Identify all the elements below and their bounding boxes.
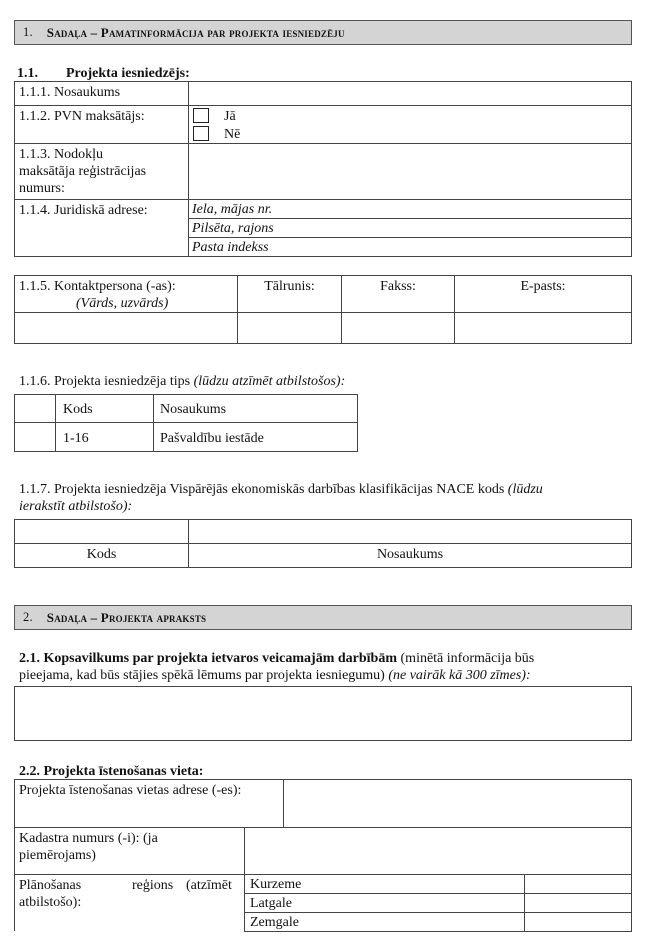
tax-number-field[interactable] [190, 145, 630, 198]
region-kurzeme: Kurzeme [250, 877, 302, 892]
vat-no-label: Nē [224, 127, 241, 142]
section-2-header [14, 605, 632, 630]
section-2-number: 2. [23, 610, 33, 624]
region-kurzeme-checkbox[interactable] [526, 876, 630, 892]
address-street-field[interactable]: Iela, mājas nr. [192, 202, 273, 217]
contact-fax-header: Fakss: [380, 279, 416, 294]
name-label: 1.1.1. Nosaukums [19, 85, 121, 100]
region-zemgale: Zemgale [250, 915, 299, 930]
nace-hint: (lūdzu [507, 482, 543, 497]
address-postal-field[interactable]: Pasta indekss [192, 240, 269, 255]
applicant-type-code: 1-16 [63, 431, 89, 446]
region-label-c: (atzīmēt [186, 878, 232, 893]
applicant-type-name-header: Nosaukums [160, 402, 227, 417]
applicant-type-checkbox-cell[interactable] [16, 424, 54, 450]
section-2-title: Sadaļa – Projekta apraksts [46, 609, 207, 625]
location-heading: 2.2. Projekta īstenošanas vieta: [19, 764, 204, 779]
nace-name-header: Nosaukums [376, 547, 444, 562]
address-city-field[interactable]: Pilsēta, rajons [192, 221, 274, 236]
applicant-heading-number: 1.1. [17, 66, 38, 81]
region-label-a: Plānošanas [19, 878, 82, 893]
region-label-b: reģions [132, 878, 174, 893]
vat-no-checkbox[interactable] [193, 126, 209, 141]
contact-person-hint: (Vārds, uzvārds) [76, 296, 169, 311]
contact-phone-field[interactable] [239, 314, 340, 342]
tax-number-label-line3: numurs: [19, 181, 65, 196]
region-label-line2: atbilstošo): [19, 895, 82, 910]
section-1-header [14, 20, 632, 45]
vat-label: 1.1.2. PVN maksātājs: [19, 109, 145, 124]
address-label: 1.1.4. Juridiskā adrese: [19, 203, 148, 218]
nace-code-header: Kods [86, 547, 117, 562]
region-latgale-checkbox[interactable] [526, 895, 630, 911]
nace-label: 1.1.7. Projekta iesniedzēja Vispārējās ekonomiskās darbības klasifikācijas NACE kods (lūdzu [19, 482, 543, 497]
cadastre-field[interactable] [246, 829, 630, 873]
applicant-heading-label: Projekta iesniedzējs: [66, 66, 190, 81]
vat-yes-checkbox[interactable] [193, 108, 209, 123]
cadastre-label-line1: Kadastra numurs (-i): (ja [19, 831, 158, 846]
contact-fax-field[interactable] [343, 314, 453, 342]
cadastre-label-line2: piemērojams) [19, 848, 96, 863]
applicant-type-name: Pašvaldību iestāde [160, 431, 264, 446]
applicant-type-code-header: Kods [63, 402, 93, 417]
applicant-type-hint: (lūdzu atzīmēt atbilstošos): [193, 374, 346, 389]
nace-name-field[interactable] [190, 521, 630, 542]
tax-number-label-line1: 1.1.3. Nodokļu [19, 147, 103, 162]
contact-email-field[interactable] [456, 314, 630, 342]
nace-code-field[interactable] [16, 521, 187, 542]
contact-person-header: 1.1.5. Kontaktpersona (-as): [19, 279, 176, 294]
vat-yes-label: Jā [224, 109, 236, 124]
summary-label: 2.1. Kopsavilkums par projekta ietvaros veicamajām darbībām (minētā informācija būs [19, 651, 535, 666]
section-1-number: 1. [23, 25, 33, 39]
region-zemgale-checkbox[interactable] [526, 914, 630, 930]
applicant-type-label: 1.1.6. Projekta iesniedzēja tips (lūdzu atzīmēt atbilstošos): [19, 374, 346, 389]
tax-number-label-line2: maksātāja reģistrācijas [19, 164, 147, 179]
summary-textarea[interactable] [14, 686, 632, 741]
location-address-field[interactable] [285, 781, 630, 826]
name-field[interactable] [190, 83, 630, 104]
contact-phone-header: Tālrunis: [264, 279, 315, 294]
contact-email-header: E-pasts: [520, 279, 566, 294]
location-address-label: Projekta īstenošanas vietas adrese (-es): [19, 783, 242, 798]
contact-person-field[interactable] [16, 314, 236, 342]
nace-hint-line2: ierakstīt atbilstošo): [19, 499, 133, 514]
section-1-title: Sadaļa – Pamatinformācija par projekta iesniedzēju [46, 24, 345, 40]
region-latgale: Latgale [250, 896, 292, 911]
summary-label-line2: pieejama, kad būs stājies spēkā lēmums par projekta iesniegumu) (ne vairāk kā 300 zīmes): [19, 668, 531, 683]
